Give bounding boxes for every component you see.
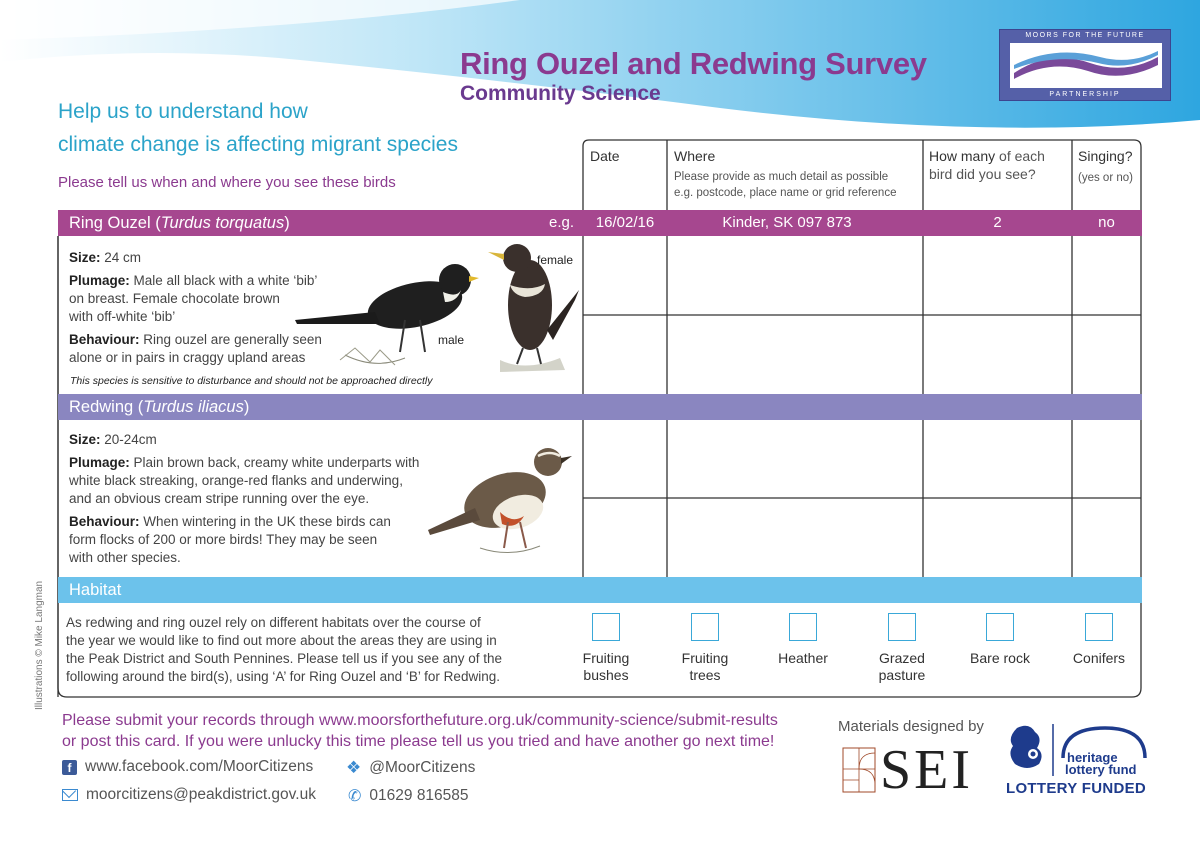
plumage-line-3: and an obvious cream stripe running over the eye. [69,491,370,506]
habitat-label-line-1: Conifers [1072,650,1126,666]
behaviour-label: Behaviour: [69,332,140,347]
lottery-funded-label: LOTTERY FUNDED [1006,780,1147,797]
size-label: Size: [69,432,101,447]
redwing-band [58,394,1142,420]
logo-wave-icon [1010,43,1162,88]
twitter-link[interactable] [346,758,475,778]
habitat-band: Habitat [58,577,1142,603]
header-how-many-bold: How many [929,148,996,164]
redwing-size [69,431,449,449]
submit-instructions [62,710,778,752]
habitat-option-fruiting-bushes [561,613,651,684]
behaviour-line-2: form flocks of 200 or more birds! They may be seen [69,532,378,547]
intro-line-1: Help us to understand how [58,100,308,123]
logo-bottom-text: PARTNERSHIP [1049,91,1121,98]
ring-ouzel-close: ) [284,214,290,232]
twitter-handle[interactable]: @MoorCitizens [369,759,476,776]
header-where-hint-2: e.g. postcode, place name or grid reference [674,187,897,199]
email-icon [62,789,78,801]
habitat-option-conifers [1054,613,1144,667]
habitat-text-line-4: following around the bird(s), using ‘A’ for Ring Ouzel and ‘B’ for Redwing. [66,669,500,684]
label-male: male [438,333,465,347]
behaviour-line-1: When wintering in the UK these birds can [139,514,391,529]
habitat-description [66,614,546,686]
email-link[interactable] [62,786,316,804]
header-how-many [929,148,1045,164]
male-ring-ouzel-icon [295,264,479,365]
intro-line-2: climate change is affecting migrant species [58,133,458,156]
facebook-icon: f [62,760,77,775]
materials-designed-by: Materials designed by [838,718,984,735]
page-title: Ring Ouzel and Redwing Survey [460,46,927,81]
habitat-checkbox-bare-rock[interactable] [986,613,1014,641]
header-where-hint-1: Please provide as much detail as possible [674,171,889,183]
moors-for-the-future-logo [999,29,1171,101]
habitat-label-line-1: Grazed [879,650,925,666]
habitat-option-grazed-pasture [857,613,947,684]
redwing-info [69,431,449,572]
sei-spiral-icon [842,747,876,793]
habitat-label-line-2: pasture [878,667,926,683]
email-address[interactable]: moorcitizens@peakdistrict.gov.uk [86,786,316,803]
habitat-label-line-1: Fruiting [681,650,729,666]
submit-line-2: or post this card. If you were unlucky this time please tell us you tried and have another go next time! [62,733,775,750]
illustration-credit: Illustrations © Mike Langman [34,580,45,710]
behaviour-line-3: with other species. [69,550,181,565]
ring-ouzel-latin: Turdus torquatus [160,214,285,232]
habitat-option-fruiting-trees [660,613,750,684]
phone-contact [348,786,469,806]
example-date: 16/02/16 [595,214,655,231]
phone-number: 01629 816585 [369,787,469,804]
behaviour-line-2: alone or in pairs in craggy upland areas [69,350,306,365]
submit-line-1[interactable]: Please submit your records through www.moorsforthefuture.org.uk/community-science/submit-results [62,712,778,729]
habitat-text-line-1: As redwing and ring ouzel rely on different habitats over the course of [66,615,481,630]
example-count: 2 [993,214,1002,231]
redwing-close: ) [243,398,250,416]
behaviour-line-1: Ring ouzel are generally seen [139,332,322,347]
intro-heading [58,95,458,161]
redwing-behaviour [69,513,449,567]
plumage-label: Plumage: [69,273,130,288]
phone-icon: ✆ [348,788,362,805]
plumage-line-3: with off-white ‘bib’ [69,309,176,324]
plumage-label: Plumage: [69,455,130,470]
hlf-text-2: lottery fund [1065,762,1137,777]
size-label: Size: [69,250,101,265]
habitat-label-line-1: Bare rock [970,650,1030,666]
header-singing-hint: (yes or no) [1078,172,1133,184]
habitat-label-line-1: Fruiting [582,650,630,666]
sei-wordmark: SEI [880,739,973,801]
habitat-text-line-2: the year we would like to find out more about the areas they are using in [66,633,497,648]
redwing-latin: Turdus iliacus [143,398,244,416]
habitat-label-line-2: bushes [583,667,629,683]
example-label: e.g. [549,214,575,231]
plumage-line-1: Plain brown back, creamy white underparts with [129,455,420,470]
redwing-plumage [69,454,449,508]
habitat-checkbox-heather[interactable] [789,613,817,641]
twitter-icon: ❖ [346,758,362,777]
size-value: 20-24cm [100,432,157,447]
habitat-text-line-3: the Peak District and South Pennines. Please tell us if you see any of the [66,651,503,666]
ring-ouzel-note: This species is sensitive to disturbance and should not be approached directly [70,375,433,387]
habitat-checkbox-fruiting-bushes[interactable] [592,613,620,641]
example-singing: no [1098,214,1115,231]
habitat-checkbox-fruiting-trees[interactable] [691,613,719,641]
example-where: Kinder, SK 097 873 [722,214,852,231]
habitat-label-line-1: Heather [778,650,828,666]
hlf-text-1: heritage [1067,750,1118,765]
habitat-option-bare-rock [955,613,1045,667]
label-female: female [537,253,574,267]
logo-top-text: MOORS FOR THE FUTURE [1025,32,1145,39]
intro-prompt: Please tell us when and where you see these birds [58,174,396,191]
page-subtitle: Community Science [460,82,661,105]
redwing-name: Redwing ( [69,398,144,416]
lottery-hand-icon [1010,726,1041,768]
header-how-many-rest: of each [995,148,1045,164]
habitat-checkbox-conifers[interactable] [1085,613,1113,641]
header-where: Where [674,148,716,164]
habitat-option-heather [758,613,848,667]
header-how-many-line-2: bird did you see? [929,166,1036,182]
behaviour-label: Behaviour: [69,514,140,529]
redwing-illustration [420,440,575,560]
sei-logo [842,739,973,801]
plumage-line-2: on breast. Female chocolate brown [69,291,280,306]
header-singing: Singing? [1078,148,1133,164]
header-date: Date [590,148,620,164]
ring-ouzel-name: Ring Ouzel ( [69,214,161,232]
plumage-line-1: Male all black with a white ‘bib’ [129,273,318,288]
facebook-url[interactable]: www.facebook.com/MoorCitizens [85,758,314,775]
size-value: 24 cm [100,250,142,265]
facebook-link[interactable] [62,758,313,776]
plumage-line-2: white black streaking, orange-red flanks and underwing, [69,473,403,488]
redwing-icon [428,448,572,553]
habitat-checkbox-grazed-pasture[interactable] [888,613,916,641]
habitat-label-line-2: trees [689,667,721,683]
